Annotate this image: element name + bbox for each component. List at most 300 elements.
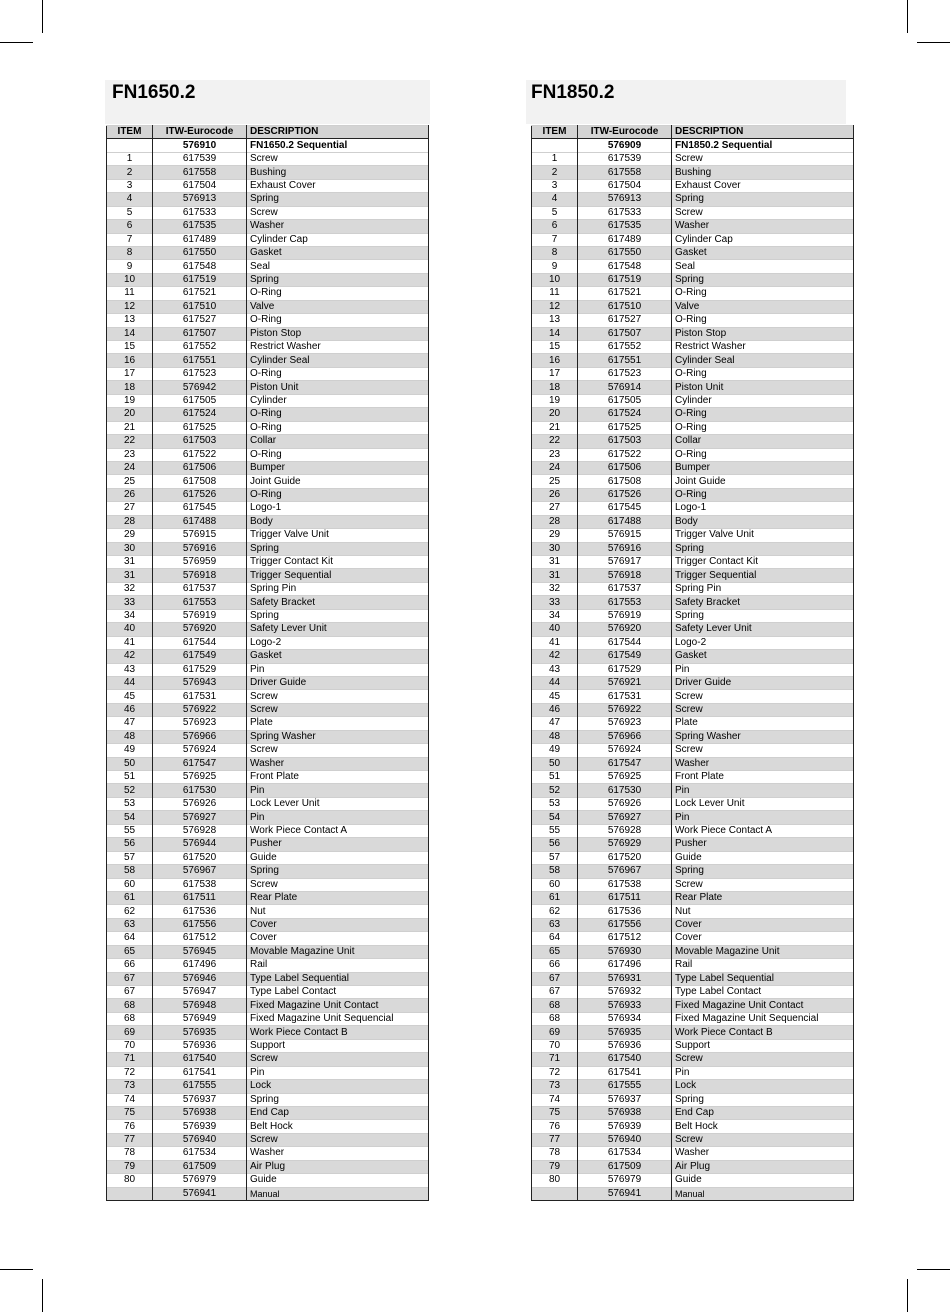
row-item: 79 [107,1160,153,1173]
table-row [107,676,429,689]
row-description: Cylinder [247,394,429,407]
row-code: 576913 [578,193,672,206]
row-item: 55 [532,824,578,837]
table-row [107,918,429,931]
table-row [532,596,854,609]
row-code: 617519 [578,273,672,286]
row-code: 617530 [578,784,672,797]
row-code: 617533 [153,206,247,219]
row-description: Logo-2 [672,636,854,649]
crop-mark-bottom-left-h [0,1269,33,1270]
row-item: 62 [107,905,153,918]
row-item: 68 [532,1012,578,1025]
row-item: 56 [532,838,578,851]
row-code: 617548 [578,260,672,273]
table-row [107,246,429,259]
row-description: Work Piece Contact B [247,1026,429,1039]
row-description: Spring [672,609,854,622]
row-description: Trigger Sequential [672,569,854,582]
table-row [107,394,429,407]
row-code: 617553 [578,596,672,609]
row-description: Safety Bracket [672,596,854,609]
row-code: 617550 [153,246,247,259]
row-description: Cylinder [672,394,854,407]
row-item: 34 [532,609,578,622]
table-row [107,529,429,542]
row-description: Valve [247,300,429,313]
column-header-code: ITW-Eurocode [578,126,672,139]
row-item: 49 [107,744,153,757]
row-code: 617552 [153,341,247,354]
row-code: 576933 [578,999,672,1012]
row-item: 4 [107,193,153,206]
table-row [107,878,429,891]
row-code: 617558 [153,166,247,179]
row-code: 576935 [153,1026,247,1039]
row-code: 576922 [578,703,672,716]
row-description: O-Ring [247,488,429,501]
row-description: O-Ring [247,448,429,461]
row-code: 576941 [578,1187,672,1200]
table-row [532,582,854,595]
table-row [107,408,429,421]
row-description: Screw [672,703,854,716]
row-code: 617526 [578,488,672,501]
row-code: 617522 [578,448,672,461]
row-description: Pin [247,663,429,676]
row-description: Washer [247,1147,429,1160]
table-title-fn1850: FN1850.2 [531,82,615,103]
row-code: 576929 [578,838,672,851]
row-code: 576916 [153,542,247,555]
row-code: 576926 [153,797,247,810]
row-code: 617534 [153,1147,247,1160]
table-row [532,408,854,421]
row-code: 576914 [578,381,672,394]
row-code: 617534 [578,1147,672,1160]
table-row [532,891,854,904]
row-description: Cylinder Seal [672,354,854,367]
row-item: 58 [107,865,153,878]
row-description: Movable Magazine Unit [672,945,854,958]
row-item: 79 [532,1160,578,1173]
row-code: 576916 [578,542,672,555]
table-row [532,609,854,622]
row-code: 617512 [153,932,247,945]
row-code: 576937 [153,1093,247,1106]
row-description: Piston Unit [672,381,854,394]
column-header-code: ITW-Eurocode [153,126,247,139]
row-item: 22 [532,435,578,448]
crop-mark-bottom-right-h [917,1269,950,1270]
row-code: 617535 [153,220,247,233]
table-row [532,757,854,770]
table-row [532,1120,854,1133]
table-row [107,1147,429,1160]
table-row [532,502,854,515]
row-description: Cover [247,932,429,945]
row-description: Spring [672,1093,854,1106]
row-description: Type Label Sequential [672,972,854,985]
row-description: Driver Guide [672,676,854,689]
row-code: 576944 [153,838,247,851]
row-code: 617507 [153,327,247,340]
row-item [107,1187,153,1200]
row-description: Body [672,515,854,528]
table-row [532,1133,854,1146]
row-description: Rear Plate [672,891,854,904]
row-item: 19 [107,394,153,407]
row-description: Belt Hock [247,1120,429,1133]
row-code: 617505 [578,394,672,407]
row-code: 576921 [578,676,672,689]
row-item: 28 [532,515,578,528]
row-description: Washer [247,757,429,770]
row-code: 617533 [578,206,672,219]
model-description: FN1650.2 Sequential [247,139,429,152]
table-row [107,811,429,824]
table-row [107,797,429,810]
row-item: 54 [532,811,578,824]
row-item: 67 [532,986,578,999]
row-description: Safety Bracket [247,596,429,609]
row-code: 617555 [153,1080,247,1093]
row-item: 51 [532,771,578,784]
row-description: O-Ring [247,408,429,421]
table-header-row [532,126,854,139]
table-row [532,1147,854,1160]
row-item: 61 [532,891,578,904]
table-row [532,341,854,354]
row-code: 576918 [578,569,672,582]
row-description: Rail [247,959,429,972]
row-code: 617496 [153,959,247,972]
row-description: Piston Stop [672,327,854,340]
table-row [107,730,429,743]
row-item: 67 [107,972,153,985]
row-item: 44 [532,676,578,689]
row-item: 21 [107,421,153,434]
row-item: 9 [532,260,578,273]
row-code: 576919 [578,609,672,622]
row-item: 10 [107,273,153,286]
model-header-row [107,139,429,152]
row-description: O-Ring [247,421,429,434]
row-item: 21 [532,421,578,434]
row-description: Spring [247,273,429,286]
table-row [532,421,854,434]
row-item: 49 [532,744,578,757]
row-code: 576923 [153,717,247,730]
table-row [532,488,854,501]
table-row [107,273,429,286]
table-row [107,233,429,246]
row-item: 8 [107,246,153,259]
row-code: 617529 [153,663,247,676]
table-row [107,986,429,999]
row-code: 576924 [578,744,672,757]
row-description: Screw [247,1053,429,1066]
row-code: 617506 [153,461,247,474]
row-code: 576931 [578,972,672,985]
row-item: 70 [107,1039,153,1052]
row-item: 62 [532,905,578,918]
row-item: 74 [107,1093,153,1106]
row-description: Washer [672,757,854,770]
row-code: 617507 [578,327,672,340]
row-code: 617540 [578,1053,672,1066]
row-item: 70 [532,1039,578,1052]
row-description: Support [247,1039,429,1052]
row-code: 576936 [153,1039,247,1052]
row-item: 5 [107,206,153,219]
row-item: 77 [532,1133,578,1146]
row-description: O-Ring [672,421,854,434]
row-description: Exhaust Cover [672,179,854,192]
row-item: 13 [107,314,153,327]
row-item: 31 [107,556,153,569]
row-item: 7 [107,233,153,246]
row-item: 61 [107,891,153,904]
row-description: Pin [672,663,854,676]
row-item: 52 [532,784,578,797]
table-row [532,300,854,313]
table-row [532,851,854,864]
row-item: 45 [532,690,578,703]
row-code: 617538 [153,878,247,891]
row-code: 617521 [578,287,672,300]
row-code: 576967 [153,865,247,878]
column-header-description: DESCRIPTION [247,126,429,139]
row-description: Pusher [672,838,854,851]
table-row [532,394,854,407]
row-item: 72 [107,1066,153,1079]
row-description: Belt Hock [672,1120,854,1133]
parts-table-fn1850 [531,125,854,1201]
row-item: 18 [107,381,153,394]
row-description: Spring Washer [672,730,854,743]
row-item: 6 [107,220,153,233]
row-item: 20 [107,408,153,421]
row-code: 617504 [153,179,247,192]
row-code: 576937 [578,1093,672,1106]
model-code: 576910 [153,139,247,152]
row-item: 43 [532,663,578,676]
row-item: 67 [532,972,578,985]
table-row [107,206,429,219]
row-item: 63 [532,918,578,931]
row-item: 11 [532,287,578,300]
row-code: 617538 [578,878,672,891]
table-row [107,179,429,192]
row-code: 576922 [153,703,247,716]
table-row [107,959,429,972]
row-item: 11 [107,287,153,300]
row-item: 66 [107,959,153,972]
row-code: 617537 [578,582,672,595]
row-code: 576932 [578,986,672,999]
row-item: 44 [107,676,153,689]
row-code: 617551 [153,354,247,367]
row-code: 617521 [153,287,247,300]
row-description: O-Ring [672,314,854,327]
table-row [107,932,429,945]
row-item: 2 [107,166,153,179]
table-row [532,838,854,851]
row-description: Nut [672,905,854,918]
row-code: 576967 [578,865,672,878]
row-item: 64 [532,932,578,945]
row-description: Guide [672,851,854,864]
table-row [532,152,854,165]
row-code: 617524 [578,408,672,421]
row-code: 576915 [578,529,672,542]
row-item: 17 [107,367,153,380]
table-row [107,1093,429,1106]
row-description: O-Ring [247,314,429,327]
row-item: 31 [532,556,578,569]
row-code: 617505 [153,394,247,407]
table-row [532,797,854,810]
row-item: 14 [107,327,153,340]
crop-mark-top-left-v [42,0,43,33]
table-row [107,972,429,985]
table-row [532,1026,854,1039]
row-code: 617547 [578,757,672,770]
row-code: 617527 [578,314,672,327]
table-row [532,730,854,743]
row-description: Fixed Magazine Unit Contact [247,999,429,1012]
row-code: 576966 [578,730,672,743]
row-description: Pin [672,811,854,824]
row-code: 576935 [578,1026,672,1039]
row-item: 60 [532,878,578,891]
row-code: 617540 [153,1053,247,1066]
row-description: Support [672,1039,854,1052]
table-row [532,824,854,837]
row-item: 22 [107,435,153,448]
table-row [532,690,854,703]
row-item: 29 [532,529,578,542]
row-code: 617488 [578,515,672,528]
table-row [107,341,429,354]
table-row [107,166,429,179]
row-description: Piston Unit [247,381,429,394]
row-description: Trigger Valve Unit [247,529,429,542]
row-item: 2 [532,166,578,179]
table-row [532,972,854,985]
row-code: 576928 [578,824,672,837]
row-description: Spring [672,542,854,555]
table-row [532,959,854,972]
row-code: 617552 [578,341,672,354]
row-code: 576925 [153,771,247,784]
table-row [532,771,854,784]
row-description: O-Ring [672,287,854,300]
table-row [107,636,429,649]
row-code: 576923 [578,717,672,730]
table-row [107,381,429,394]
row-code: 576947 [153,986,247,999]
row-description: Cover [672,918,854,931]
row-description: Pin [247,1066,429,1079]
table-row [532,932,854,945]
row-item: 71 [107,1053,153,1066]
row-item: 16 [107,354,153,367]
row-description: Pin [247,811,429,824]
table-row [107,300,429,313]
table-row [532,1066,854,1079]
row-description: Joint Guide [247,475,429,488]
row-item: 28 [107,515,153,528]
table-row [107,1120,429,1133]
row-description: Screw [672,744,854,757]
row-code: 576939 [153,1120,247,1133]
table-row [107,488,429,501]
table-row [532,1093,854,1106]
row-item: 77 [107,1133,153,1146]
row-description: Joint Guide [672,475,854,488]
table-row [532,1012,854,1025]
row-item: 40 [532,623,578,636]
table-row [532,918,854,931]
row-item: 13 [532,314,578,327]
row-code: 576920 [578,623,672,636]
row-description: Washer [672,1147,854,1160]
row-code: 617509 [153,1160,247,1173]
table-row [532,811,854,824]
row-code: 576949 [153,1012,247,1025]
row-description: Spring Pin [672,582,854,595]
table-row [107,945,429,958]
table-row [107,703,429,716]
table-row [107,999,429,1012]
row-item: 33 [532,596,578,609]
row-code: 576918 [153,569,247,582]
table-row [532,260,854,273]
row-description: Type Label Contact [247,986,429,999]
row-item: 40 [107,623,153,636]
table-row [107,1012,429,1025]
row-description: Trigger Contact Kit [672,556,854,569]
row-description: Front Plate [247,771,429,784]
row-description: Cover [247,918,429,931]
crop-mark-top-right-h [917,42,950,43]
table-row [532,193,854,206]
row-item: 54 [107,811,153,824]
row-description: Gasket [672,246,854,259]
row-description: Restrict Washer [672,341,854,354]
row-description: Screw [247,878,429,891]
row-item: 74 [532,1093,578,1106]
row-item: 6 [532,220,578,233]
row-code: 617526 [153,488,247,501]
row-code: 617549 [578,650,672,663]
table-row [107,287,429,300]
row-description: Collar [672,435,854,448]
row-item: 12 [107,300,153,313]
table-row [532,676,854,689]
row-description: Screw [247,206,429,219]
row-item: 63 [107,918,153,931]
row-item: 48 [107,730,153,743]
row-description: Screw [247,703,429,716]
row-code: 617539 [578,152,672,165]
table-row [107,757,429,770]
row-code: 617523 [578,367,672,380]
table-row [107,260,429,273]
table-row [532,1039,854,1052]
